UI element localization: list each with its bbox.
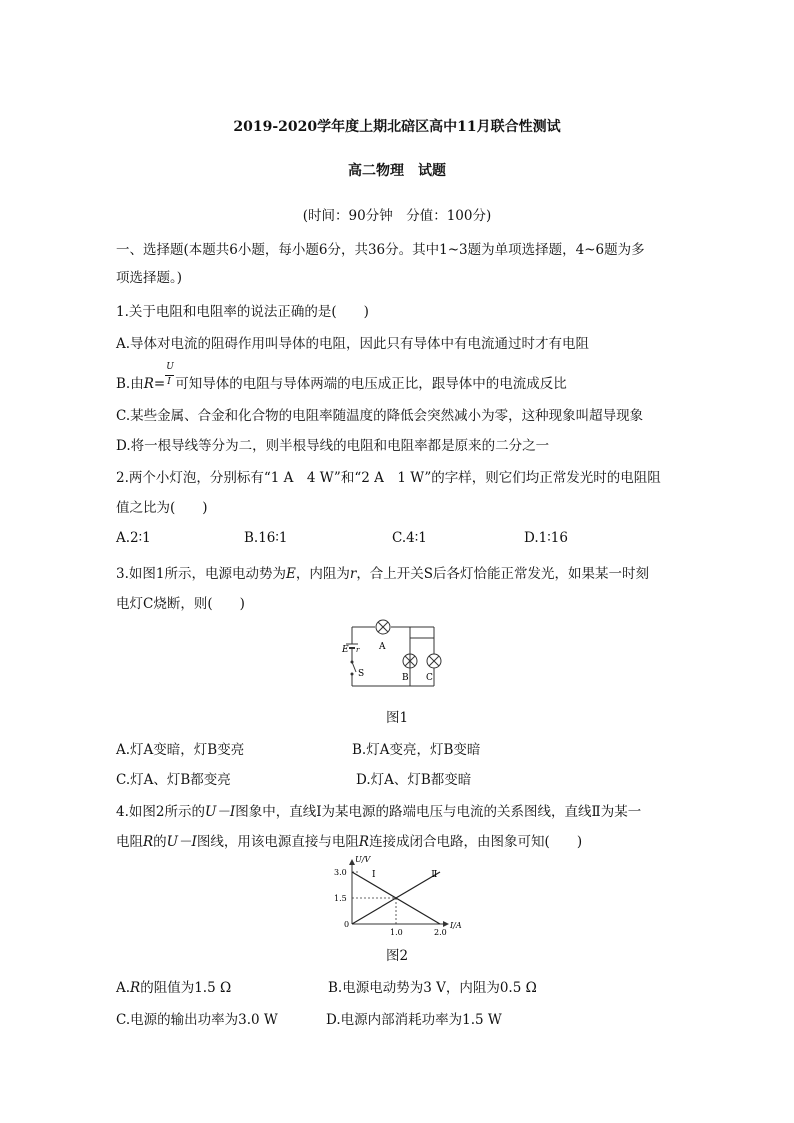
q3-option-c: C.灯A、灯B都变亮 [116, 772, 231, 788]
x-axis-label: I/A [450, 921, 462, 930]
q2-option-a: A.2∶1 [116, 530, 151, 546]
label-a: A [379, 642, 386, 652]
y-tick-3: 3.0 [334, 868, 347, 877]
q2-option-c: C.4∶1 [392, 530, 427, 546]
q1-stem: 1.关于电阻和电阻率的说法正确的是( ) [116, 304, 369, 320]
q1-option-d: D.将一根导线等分为二，则半根导线的电阻和电阻率都是原来的二分之一 [116, 438, 550, 454]
q2-stem: 2.两个小灯泡，分别标有“1 A 4 W”和“2 A 1 W”的字样，则它们均正常发光时的电阻阻 [116, 470, 661, 486]
q2-option-d: D.1∶16 [524, 530, 568, 546]
figure2-caption: 图2 [385, 948, 409, 964]
figure1-caption: 图1 [385, 710, 409, 726]
label-c: C [426, 673, 433, 683]
exam-meta: (时间：90分钟 分值：100分) [302, 208, 492, 224]
x-tick-2: 2.0 [434, 928, 447, 937]
y-tick-1-5: 1.5 [334, 894, 347, 903]
series-label-2: Ⅱ [431, 870, 438, 881]
q3-option-a: A.灯A变暗，灯B变亮 [116, 742, 245, 758]
ui-graph [320, 852, 470, 942]
exam-subtitle: 高二物理 试题 [348, 163, 446, 179]
series-label-1: Ⅰ [372, 870, 376, 881]
q1-option-b: B.由R= $\frac{U}{I}$ 可知导体的电阻与导体两端的电压成正比，跟导体中的电流成反比 [116, 362, 567, 392]
exam-title: 2019-2020学年度上期北碚区高中11月联合性测试 [233, 119, 561, 135]
label-s: S [358, 669, 365, 679]
q1-option-a: A.导体对电流的阻碍作用叫导体的电阻，因此只有导体中有电流通过时才有电阻 [116, 336, 590, 352]
q4-stem-cont: 电阻R的U－I图线，用该电源直接与电阻R连接成闭合电路，由图象可知( ) [116, 834, 583, 850]
fraction-u-over-i: $\frac{U}{I}$ [166, 362, 174, 387]
circuit-diagram [340, 614, 450, 696]
q4-option-b: B.电源电动势为3 V，内阻为0.5 Ω [328, 980, 537, 996]
q3-option-d: D.灯A、灯B都变暗 [356, 772, 472, 788]
label-r: r [356, 646, 360, 654]
q3-stem: 3.如图1所示，电源电动势为E，内阻为r，合上开关S后各灯恰能正常发光，如果某一时刻 [116, 566, 650, 582]
q4-option-d: D.电源内部消耗功率为1.5 W [326, 1012, 502, 1028]
q1-option-c: C.某些金属、合金和化合物的电阻率随温度的降低会突然减小为零，这种现象叫超导现象 [116, 408, 644, 424]
q2-stem-cont: 值之比为( ) [116, 500, 208, 516]
q3-option-b: B.灯A变亮，灯B变暗 [352, 742, 481, 758]
q4-stem: 4.如图2所示的U－I图象中，直线Ⅰ为某电源的路端电压与电流的关系图线，直线Ⅱ为某一 [116, 804, 642, 820]
q4-option-a: A.R的阻值为1.5 Ω [116, 980, 232, 996]
label-b: B [402, 673, 409, 683]
section-heading: 一、选择题(本题共6小题，每小题6分，共36分。其中1~3题为单项选择题，4~6题为多 [116, 242, 645, 258]
x-tick-1: 1.0 [390, 928, 403, 937]
q2-option-b: B.16∶1 [244, 530, 288, 546]
q4-option-c: C.电源的输出功率为3.0 W [116, 1012, 278, 1028]
y-axis-label: U/V [355, 855, 371, 864]
section-heading-cont: 项选择题。) [116, 270, 183, 286]
q3-stem-cont: 电灯C烧断，则( ) [116, 596, 245, 612]
origin-label: 0 [344, 920, 350, 929]
label-e: E [342, 645, 349, 655]
